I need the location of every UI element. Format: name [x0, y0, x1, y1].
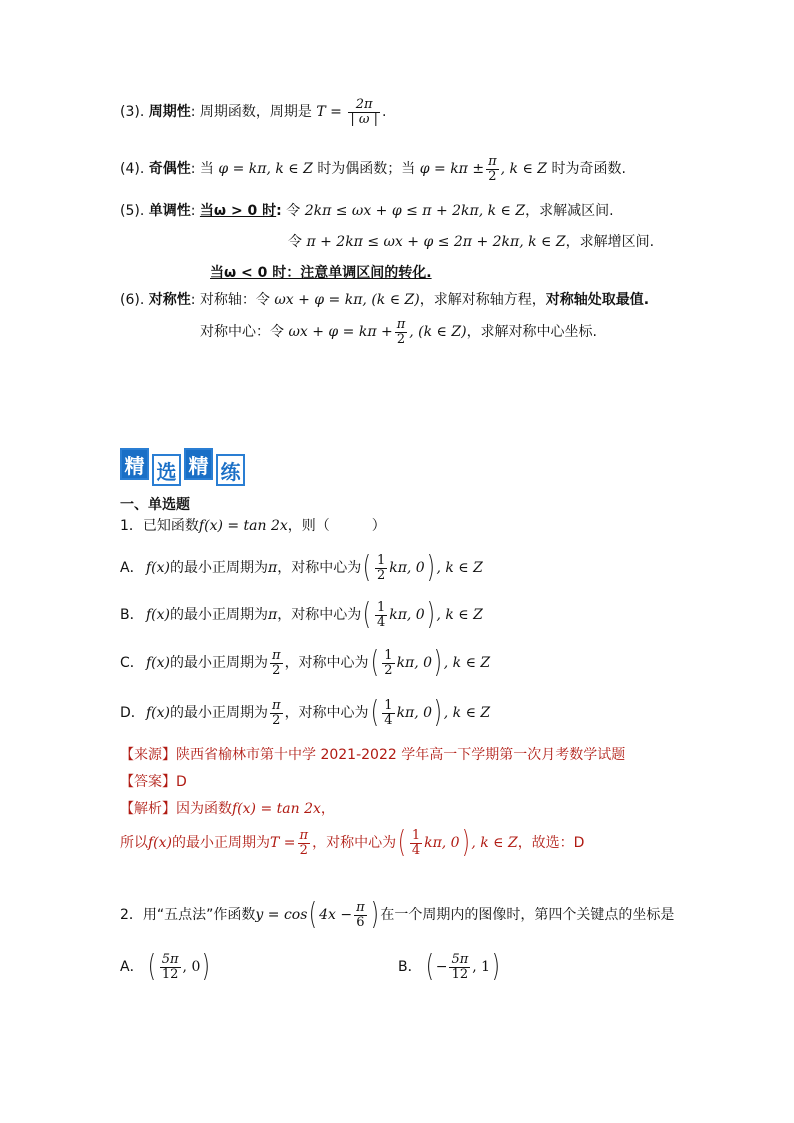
fraction: $\frac{1}{4}$ [384, 697, 393, 728]
option-label: B． [120, 607, 144, 623]
fraction: $\frac{\pi}{2}$ [396, 317, 406, 347]
option-label: B． [398, 959, 422, 975]
fraction: $\frac{\pi}{2}$ [488, 154, 497, 184]
section-title: 一、单选题 [120, 497, 190, 513]
fraction: $\frac{\pi}{2}$ [299, 827, 309, 858]
item-number: (5). [120, 203, 145, 219]
property-symmetry: (6). 对称性: 对称轴：令 ωx + φ = kπ, (k ∈ Z)，求解对称轴方程，对称轴处取最值. [120, 292, 650, 308]
condition: 当ω > 0 时 [199, 203, 277, 219]
fraction: $\frac{1}{4}$ [376, 599, 386, 630]
fraction: $\frac{1}{2}$ [384, 647, 393, 678]
formula: 2kπ ≤ ωx + φ ≤ π + 2kπ, k ∈ Z [304, 203, 526, 219]
fraction: $\frac{1}{4}$ [411, 827, 421, 858]
question-source: 【来源】陕西省榆林市第十中学 2021-2022 学年高一下学期第一次月考数学试题 [120, 747, 626, 763]
item-number: (4). [120, 161, 145, 178]
property-name: 单调性 [148, 203, 191, 219]
formula: f(x) = tan 2x [198, 518, 288, 534]
fraction: $\frac{2\pi}{| \omega |}$ [350, 97, 378, 127]
question-1-stem: 1．已知函数f(x) = tan 2x，则（ ） [120, 518, 386, 534]
question-2-option-a: A． ( $\frac{5\pi}{12}$ , 0) [120, 949, 211, 984]
fraction: $\frac{\pi}{6}$ [356, 899, 365, 930]
formula: π + 2kπ ≤ ωx + φ ≤ 2π + 2kπ, k ∈ Z [306, 234, 566, 250]
formula: ωx + φ = kπ + [288, 324, 393, 341]
option-label: D． [120, 705, 145, 721]
option-c: C． f(x)的最小正周期为 $\frac{\pi}{2}$ ，对称中心为( $\frac{1}{2}$ kπ, 0) , k ∈ Z [120, 645, 491, 680]
property-parity: (4). 奇偶性: 当 φ = kπ, k ∈ Z 时为偶函数；当 φ = kπ ± $\frac{\pi}{2}$ , k ∈ Z 时为奇函数. [120, 154, 626, 184]
property-monotonicity: (5). 单调性: 当ω > 0 时: 令 2kπ ≤ ωx + φ ≤ π + 2kπ, k ∈ Z，求解减区间. [120, 203, 614, 219]
analysis-conclusion: 所以f(x)的最小正周期为T = $\frac{\pi}{2}$ ，对称中心为( $\frac{1}{4}$ kπ, 0) , k ∈ Z，故选：D [120, 825, 585, 860]
banner-char: 练 [216, 454, 245, 486]
item-number: (6). [120, 292, 145, 308]
property-name: 对称性 [148, 292, 191, 308]
option-b: B． f(x)的最小正周期为π，对称中心为( $\frac{1}{4}$ kπ, 0) , k ∈ Z [120, 597, 483, 632]
item-number: (3). [120, 104, 145, 121]
option-label: A． [120, 959, 144, 975]
property-text: 周期函数，周期是 [199, 104, 312, 121]
fraction: $\frac{\pi}{2}$ [272, 647, 281, 678]
formula: T = [316, 104, 342, 121]
property-periodicity: (3). 周期性: 周期函数，周期是 T = $\frac{2\pi}{| \omega |}$ . [120, 97, 387, 127]
monotonicity-note: 当ω < 0 时：注意单调区间的转化. [210, 265, 432, 281]
banner-char: 选 [152, 454, 181, 486]
formula: φ = kπ, k ∈ Z [218, 161, 313, 178]
formula: φ = kπ ± [419, 161, 485, 178]
fraction: $\frac{1}{2}$ [376, 552, 386, 583]
fraction: $\frac{5\pi}{12}$ [161, 951, 179, 982]
symmetry-center: 对称中心：令 ωx + φ = kπ + $\frac{\pi}{2}$ , (k ∈ Z)，求解对称中心坐标. [200, 317, 598, 347]
option-label: A． [120, 560, 144, 576]
section-banner [120, 448, 245, 486]
formula: y = cos [255, 907, 308, 923]
question-answer: 【答案】D [120, 774, 187, 790]
option-d: D．f(x)的最小正周期为 $\frac{\pi}{2}$ ，对称中心为( $\frac{1}{4}$ kπ, 0) , k ∈ Z [120, 695, 491, 730]
formula: ωx + φ = kπ, (k ∈ Z) [274, 292, 420, 308]
banner-char: 精 [120, 448, 149, 480]
property-name: 周期性 [148, 104, 191, 121]
fraction: $\frac{5\pi}{12}$ [451, 951, 469, 982]
formula: f(x) = tan 2x [232, 801, 321, 817]
question-analysis: 【解析】因为函数f(x) = tan 2x， [120, 801, 335, 817]
option-label: C． [120, 655, 144, 671]
fraction: $\frac{\pi}{2}$ [272, 697, 281, 728]
monotonicity-increase: 令 π + 2kπ ≤ ωx + φ ≤ 2π + 2kπ, k ∈ Z，求解增区间. [288, 234, 655, 250]
option-a: A． f(x)的最小正周期为π，对称中心为( $\frac{1}{2}$ kπ, 0) , k ∈ Z [120, 550, 483, 585]
question-2-option-b: B． ( − $\frac{5\pi}{12}$ , 1) [398, 949, 501, 984]
question-2-stem: 2．用“五点法”作函数y = cos( 4x − $\frac{\pi}{6}$ ) 在一个周期内的图像时，第四个关键点的坐标是 [120, 897, 675, 932]
property-name: 奇偶性 [148, 161, 191, 178]
banner-char: 精 [184, 448, 213, 480]
